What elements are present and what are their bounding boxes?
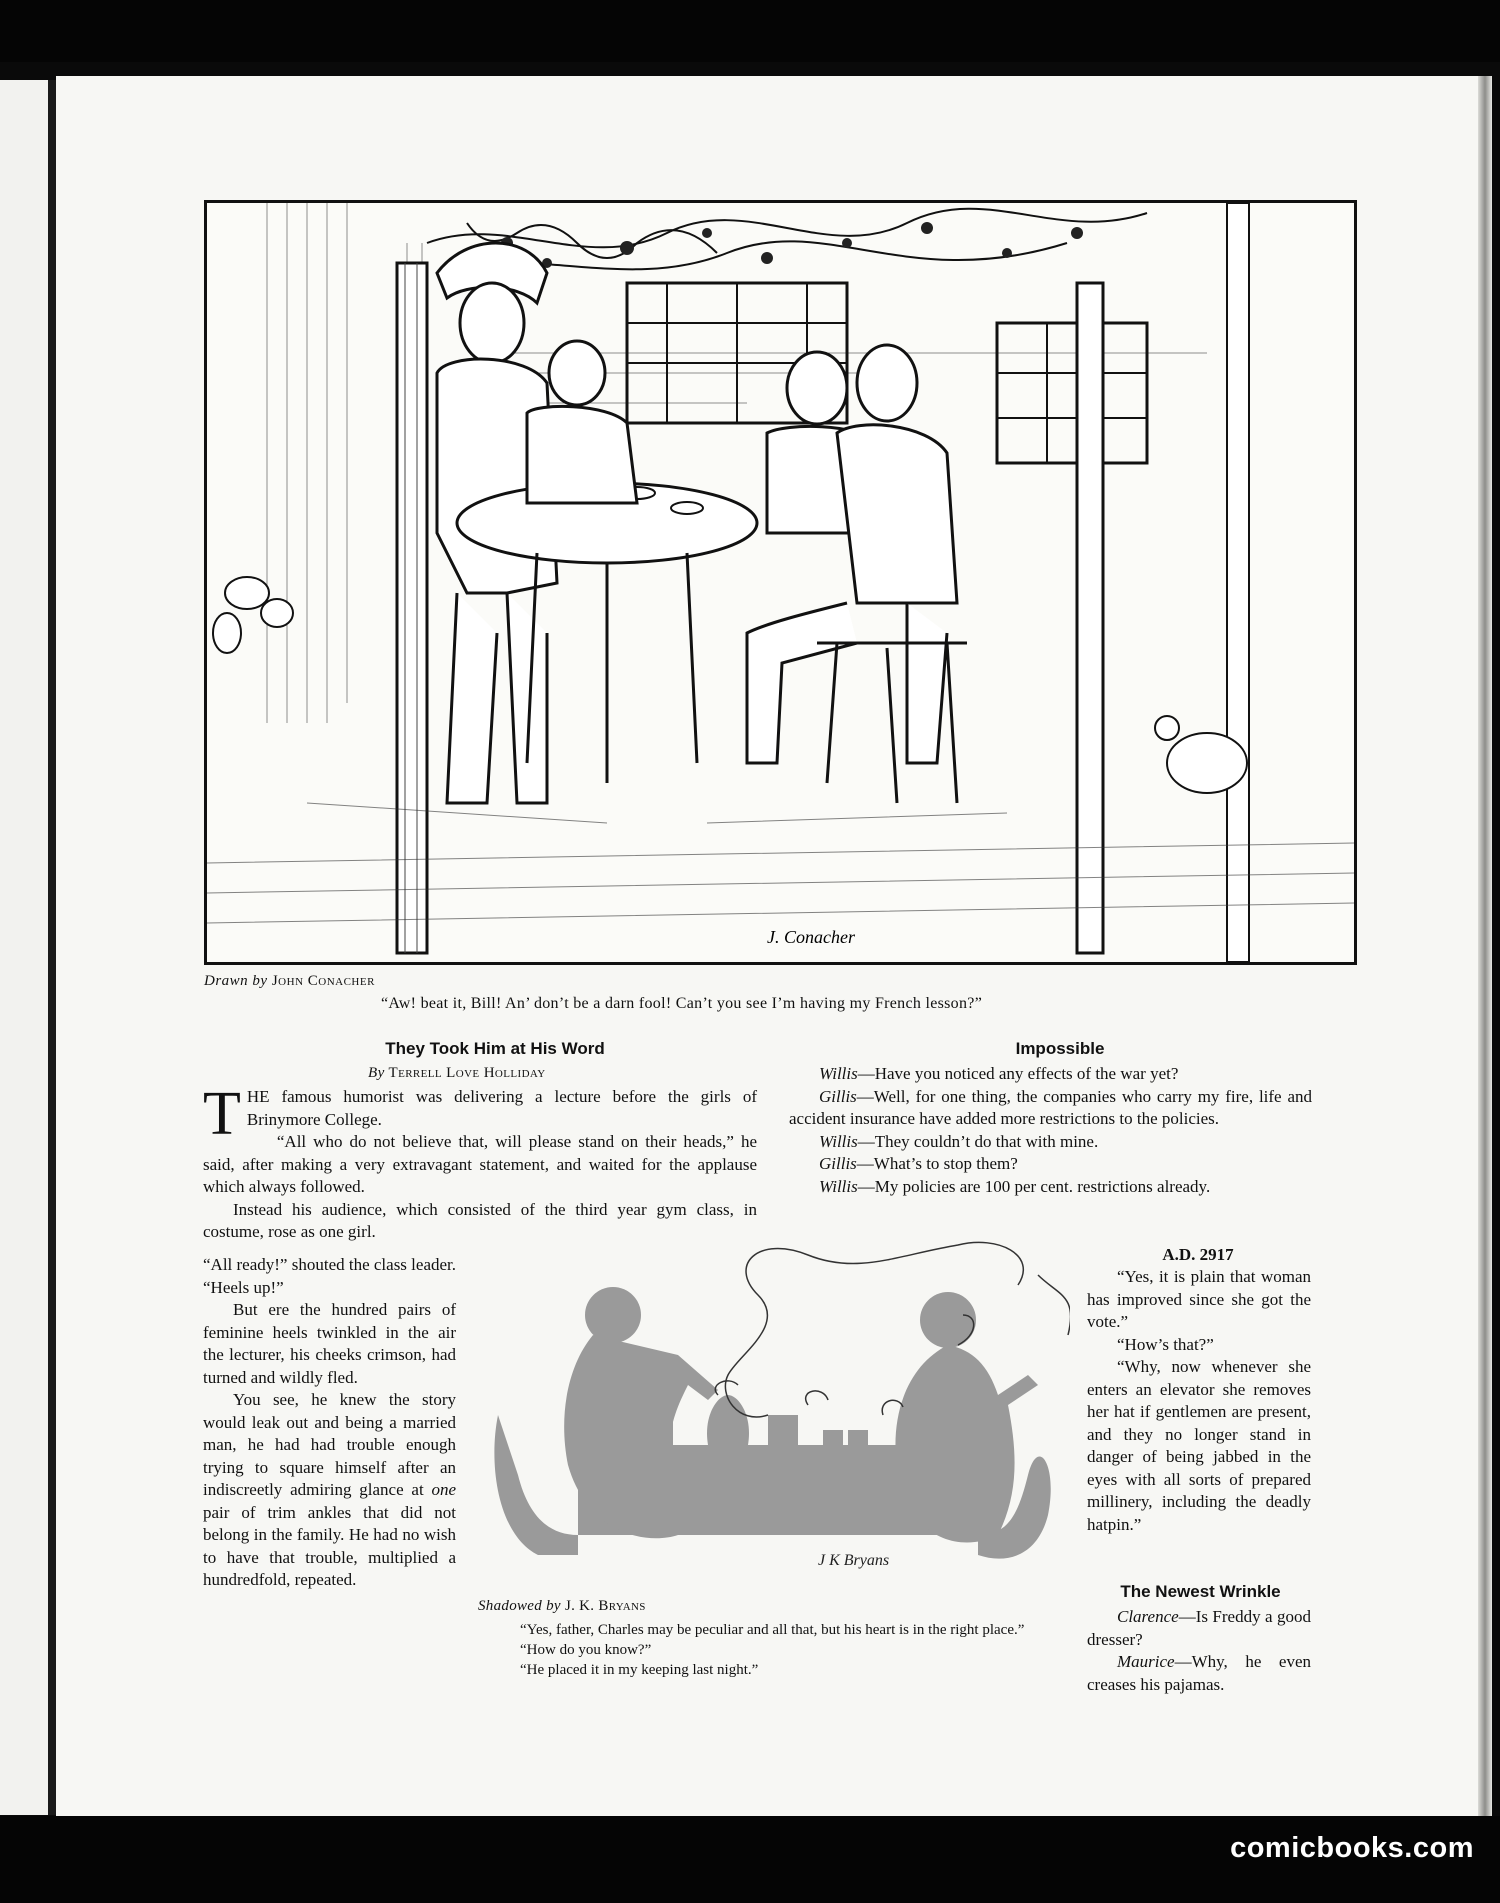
caption-line: “He placed it in my keeping last night.”	[520, 1662, 759, 1678]
story1-body-column	[203, 1232, 456, 1592]
dialogue-line	[789, 1131, 1312, 1154]
byline-name: Terrell Love Holliday	[388, 1065, 546, 1081]
speaker: Gillis	[819, 1086, 857, 1106]
story1-paragraph-6	[203, 1389, 456, 1592]
story1-body-top	[203, 1080, 757, 1244]
story1-paragraph-4: “All ready!” shouted the class leader. “Heels up!”	[203, 1255, 457, 1297]
speaker: Maurice	[1117, 1652, 1175, 1671]
story-title-impossible: Impossible	[1015, 1039, 1105, 1058]
shadow-credit-prefix: Shadowed by	[478, 1598, 561, 1614]
credit-name: John Conacher	[271, 973, 375, 989]
speaker: Clarence	[1117, 1607, 1179, 1626]
story-title-ad-2917: A.D. 2917	[1162, 1245, 1234, 1264]
story3-paragraph-2: “How’s that?”	[1117, 1334, 1214, 1354]
silhouette-credit	[478, 1598, 646, 1615]
dialogue-line	[1087, 1606, 1311, 1651]
silhouette-caption	[508, 1620, 1038, 1680]
line-text: —My policies are 100 per cent. restrictions already.	[857, 1176, 1211, 1196]
p6-em: one	[431, 1480, 456, 1499]
dialogue-line	[789, 1086, 1312, 1131]
scan-top-border	[0, 0, 1500, 62]
line-text: —Have you noticed any effects of the war yet?	[857, 1064, 1179, 1083]
line-text: —Well, for one thing, the companies who carry my fire, life and accident insurance have added more restrictions to the policies.	[789, 1086, 1312, 1128]
caption-line: “Yes, father, Charles may be peculiar and all that, but his heart is in the right place.”	[520, 1622, 1025, 1638]
p6-a: You see, he knew the story would leak out and being a married man, he had had trouble enough trying to square himself after an indiscreetly admiring glance at	[203, 1390, 456, 1499]
speaker: Gillis	[819, 1154, 857, 1173]
shadow-credit-name: J. K. Bryans	[564, 1598, 646, 1614]
p6-b: pair of trim ankles that did not belong in the family. He had no wish to have that trouble, multiplied a hundredfold, repeated.	[203, 1502, 456, 1589]
cottage-french-lesson-drawing	[207, 203, 1354, 962]
dialogue-line	[1087, 1651, 1311, 1696]
book-gutter	[48, 80, 56, 1815]
line-text: —Why, he even creases his pajamas.	[1087, 1652, 1311, 1694]
silhouette-illustration	[478, 1235, 1070, 1583]
story-title-they-took-him: They Took Him at His Word	[385, 1039, 605, 1058]
line-text: —What’s to stop them?	[856, 1154, 1018, 1173]
line-text: —Is Freddy a good dresser?	[1087, 1607, 1311, 1649]
story3-body	[1087, 1266, 1311, 1536]
dialogue-line	[789, 1153, 1312, 1176]
speaker: Willis	[819, 1064, 858, 1083]
story1-paragraph-1	[203, 1080, 757, 1148]
silhouette-signature: J K Bryans	[818, 1552, 890, 1569]
speaker: Willis	[819, 1131, 858, 1151]
pen-ink-illustration	[204, 200, 1357, 965]
illustration-caption: “Aw! beat it, Bill! An’ don’t be a darn fool! Can’t you see I’m having my French lesson?”	[381, 995, 983, 1012]
story1-paragraph-2: “All who do not believe that, will please stand on their heads,” he said, after making a very extravagant statement, and waited for the applause which always followed.	[203, 1132, 757, 1196]
speaker: Willis	[819, 1176, 858, 1196]
credit-prefix: Drawn by	[204, 973, 268, 989]
story1-paragraph-3: Instead his audience, which consisted of the third year gym class, in costume, rose as one girl.	[203, 1199, 757, 1241]
left-page-edge	[0, 80, 48, 1815]
illustration-credit	[204, 973, 375, 990]
story3-paragraph-1: “Yes, it is plain that woman has improved since she got the vote.”	[1087, 1267, 1311, 1331]
drop-cap: T	[203, 1080, 241, 1148]
page-edge-right	[1478, 76, 1492, 1816]
line-text: —They couldn’t do that with mine.	[857, 1131, 1099, 1151]
caption-line: “How do you know?”	[520, 1642, 652, 1658]
story1-p1-text: HE famous humorist was delivering a lecture before the girls of Brinymore College.	[246, 1087, 757, 1129]
story-title-newest-wrinkle: The Newest Wrinkle	[1120, 1582, 1281, 1601]
story-byline	[368, 1065, 546, 1082]
illustration-signature: J. Conacher	[767, 927, 855, 947]
watermark: comicbooks.com	[1230, 1832, 1474, 1864]
story3-paragraph-3: “Why, now whenever she enters an elevator she removes her hat if gentlemen are present, and they no longer stand in danger of being jabbed in the eyes with all sorts of prepared millinery, including the deadly hatpin.”	[1087, 1357, 1311, 1534]
byline-prefix: By	[368, 1065, 385, 1081]
dialogue-line	[789, 1176, 1312, 1199]
story2-body	[789, 1063, 1312, 1198]
dialogue-line	[789, 1063, 1312, 1086]
story1-paragraph-5: But ere the hundred pairs of feminine heels twinkled in the air the lecturer, his cheeks crimson, had turned and wildly fled.	[203, 1300, 456, 1387]
story4-body	[1087, 1606, 1311, 1696]
tea-table-silhouette	[478, 1235, 1070, 1583]
